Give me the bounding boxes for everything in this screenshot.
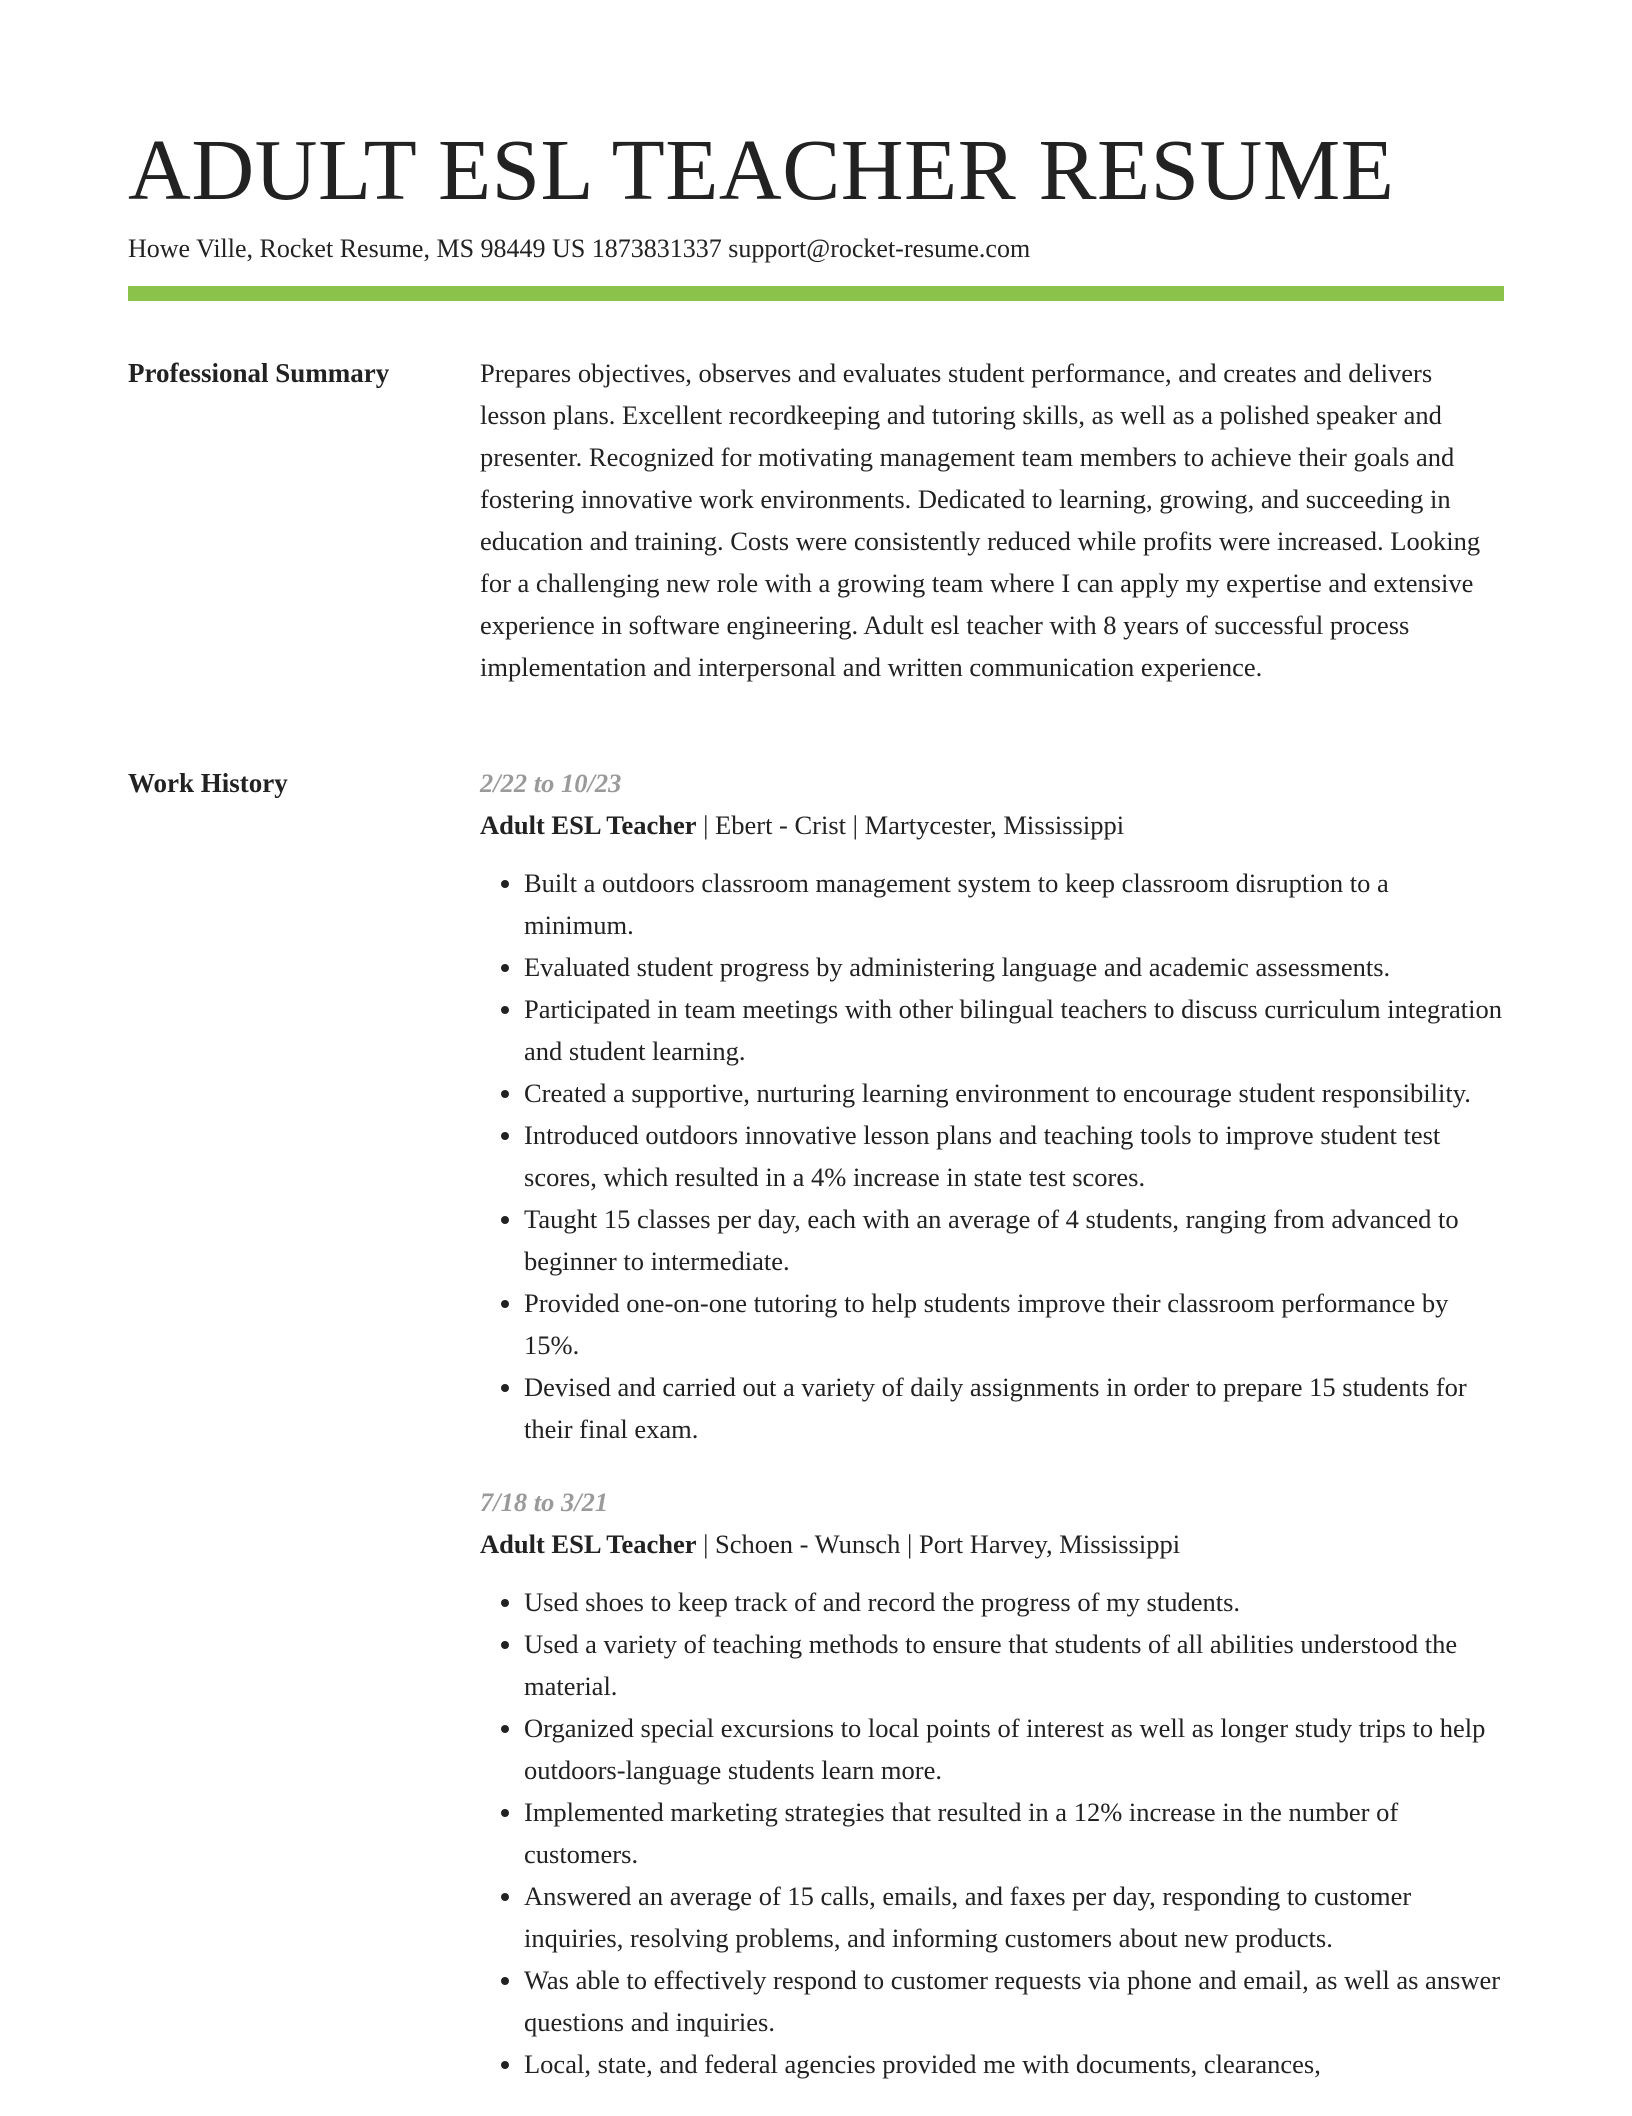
- job-bullet: • Devised and carried out a variety of daily assignments in order to prepare 15 students for their final exam.: [524, 1366, 1504, 1450]
- summary-body: [480, 352, 1504, 688]
- header-divider: [128, 286, 1504, 301]
- job-bullet: • Created a supportive, nurturing learning environment to encourage student responsibility.: [524, 1072, 1504, 1114]
- job-entry: [480, 1481, 1504, 2085]
- job-details: | Schoen - Wunsch | Port Harvey, Mississippi: [696, 1529, 1181, 1559]
- work-history-body: [480, 762, 1504, 2116]
- work-history-label: Work History: [128, 768, 288, 798]
- summary-label: Professional Summary: [128, 358, 390, 388]
- job-details: | Ebert - Crist | Martycester, Mississippi: [696, 810, 1125, 840]
- job-bullet: • Organized special excursions to local points of interest as well as longer study trips to help outdoors-language students learn more.: [524, 1707, 1504, 1791]
- job-bullet-list: [480, 1581, 1504, 2085]
- job-title-line: [480, 804, 1504, 846]
- job-bullet: • Used shoes to keep track of and record the progress of my students.: [524, 1581, 1504, 1623]
- job-bullet: • Implemented marketing strategies that resulted in a 12% increase in the number of customers.: [524, 1791, 1504, 1875]
- job-bullet-list: [480, 862, 1504, 1450]
- job-bullet: • Evaluated student progress by administering language and academic assessments.: [524, 946, 1504, 988]
- contact-line: Howe Ville, Rocket Resume, MS 98449 US 1873831337 support@rocket-resume.com: [128, 234, 1031, 263]
- job-entry: [480, 762, 1504, 1450]
- job-bullet: • Answered an average of 15 calls, emails, and faxes per day, responding to customer inquiries, resolving problems, and informing customers about new products.: [524, 1875, 1504, 1959]
- job-bullet: • Was able to effectively respond to customer requests via phone and email, as well as answer questions and inquiries.: [524, 1959, 1504, 2043]
- job-bullet: • Provided one-on-one tutoring to help students improve their classroom performance by 15%.: [524, 1282, 1504, 1366]
- job-bullet: • Participated in team meetings with other bilingual teachers to discuss curriculum integration and student learning.: [524, 988, 1504, 1072]
- job-bullet: • Introduced outdoors innovative lesson plans and teaching tools to improve student test scores, which resulted in a 4% increase in state test scores.: [524, 1114, 1504, 1198]
- summary-text: Prepares objectives, observes and evaluates student performance, and creates and delivers lesson plans. Excellent recordkeeping and tutoring skills, as well as a polished speaker and presenter. Recognized for motivating management team members to achieve their goals and fostering innovative work environments. Dedicated to learning, growing, and succeeding in education and training. Costs were consistently reduced while profits were increased. Looking for a challenging new role with a growing team where I can apply my expertise and extensive experience in software engineering. Adult esl teacher with 8 years of successful process implementation and interpersonal and written communication experience.: [480, 358, 1481, 682]
- job-bullet: • Used a variety of teaching methods to ensure that students of all abilities understood the material.: [524, 1623, 1504, 1707]
- job-dates: 7/18 to 3/21: [480, 1487, 609, 1517]
- job-title-line: [480, 1523, 1504, 1565]
- resume-title: ADULT ESL TEACHER RESUME: [128, 121, 1395, 218]
- job-dates: 2/22 to 10/23: [480, 768, 622, 798]
- job-bullet: • Local, state, and federal agencies provided me with documents, clearances,: [524, 2043, 1504, 2085]
- job-bullet: • Built a outdoors classroom management system to keep classroom disruption to a minimum.: [524, 862, 1504, 946]
- job-title: Adult ESL Teacher: [480, 810, 697, 840]
- job-title: Adult ESL Teacher: [480, 1529, 697, 1559]
- job-bullet: • Taught 15 classes per day, each with an average of 4 students, ranging from advanced to beginner to intermediate.: [524, 1198, 1504, 1282]
